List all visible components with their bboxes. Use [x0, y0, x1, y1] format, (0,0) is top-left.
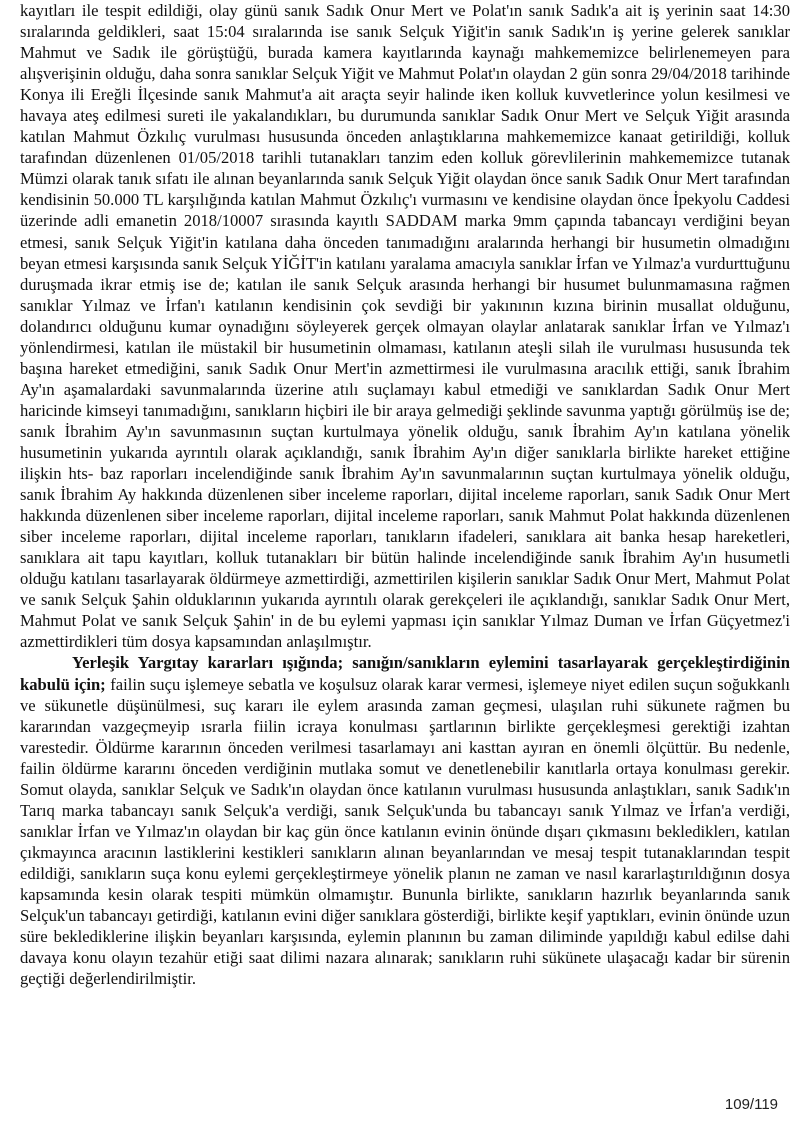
document-page	[20, 0, 790, 989]
paragraph-2-text: failin suçu işlemeye sebatla ve koşulsuz olarak karar vermesi, işlemeye niyet edilen suçun soğukkanlı ve sükunetle düşünülmesi, suç kararı ile eylem arasında zaman geçmesi, ulaşılan ruhi sükunete rağmen bu kararından vazgeçmeyip ısrarla fiilin icraya konulması şartlarının birlikte gerçekleşmesi gerektiği izahtan varestedir. Öldürme kararının önceden verilmesi tasarlamayı ani kasttan ayıran en önemli ölçüttür. Bu nedenle, failin öldürme kararını önceden verdiğinin mutlaka somut ve denetlenebilir kanıtlarla ortaya konulması gerekir. Somut olayda, sanıklar Selçuk ve Sadık'ın olaydan önce katılanın vurulması hususunda anlaştıkları, sanık Sadık'ın Tarıq marka tabancayı sanık Selçuk'a verdiği, sanık Selçuk'unda bu tabancayı sanık Yılmaz ve İrfan'a verdiği, sanıklar İrfan ve Yılmaz'ın olaydan bir kaç gün önce katılanın evinin önünde dışarı çıkmasını beklediklerı, katılan çıkmayınca aracının lastiklerini kestikleri sanıkların alınan beyanlarından ve mesaj tespit tutanaklarından tespit edildiği, sanıkların suça konu eylemi gerçekleştirmeye yönelik planın ne zaman ve nasıl kararlaştırıldığının dosya kapsamında kesin olarak tespiti mümkün olmamıştır. Bununla birlikte, sanıkların hazırlık beyanlarında sanık Selçuk'un tabancayı getirdiği, katılanın evini diğer sanıklara gösterdiği, birlikte keşif yaptıkları, evinin önünde uzun süre beklediklerine ilişkin beyanları karşısında, eylemin planının bu zaman diliminde yapıldığı kabul edilse dahi davaya konu olayın tezahür etiği saat dilimi nazara alınarak; sanıkların ruhi sükünete ulaşacağı kadar bir sürenin geçtiği değerlendirilmiştir.	[20, 674, 791, 989]
body-paragraph-1: kayıtları ile tespit edildiği, olay günü sanık Sadık Onur Mert ve Polat'ın sanık Sadık'a ait iş yerinin saat 14:30 sıralarında geldikleri, saat 15:04 sıralarında ise sanık Selçuk Yiğit'in sanık Sadık'ın iş yerine gelerek sanıklar Mahmut ve Sadık ile görüştüğü, burada kamera kayıtlarında kaynağı mahkememizce belirlenemeyen para alışverişinin olduğu, daha sonra sanıklar Selçuk Yiğit ve Mahmut Polat'ın olaydan 2 gün sonra 29/04/2018 tarihinde Konya ili Ereğli İlçesinde sanık Mahmut'a ait araçta seyir halinde iken kolluk kuvvetlerince yolun kesilmesi ve havaya ateş edilmesi sureti ile yakalandıkları, bu durumunda sanıklar Sadık Onur Mert ve Selçuk Yiğit arasında katılan Mahmut Özkılıç vurulması hususunda önceden anlaştıklarına mahkememizce kanaat getirildiği, kolluk tarafından düzenlenen 01/05/2018 tarihli tutanakları tanzim eden kolluk görevlilerinin mahkememizce tutanak Mümzi olarak tanık sıfatı ile alınan beyanlarında sanık Selçuk Yiğit olaydan önce sanık Sadık Onur Mert tarafından kendisinin 50.000 TL karşılığında katılan Mahmut Özkılıç'ı vurmasını ve kendisine olaydan önce İpekyolu Caddesi üzerinde adli emanetin 2018/10007 sırasında kayıtlı SADDAM marka 9mm çapında tabancayı verdiğini beyan etmesi, sanık Selçuk Yiğit'in katılana daha önceden tanımadığını aralarında herhangi bir husumetin olmadığını beyan etmesi karşısında sanık Selçuk YİĞİT'in katılanı yaralama amacıyla sanıklar İrfan ve Yılmaz'a vurdurttuğunu duruşmada ikrar etmiş ise de; katılan ile sanık Selçuk arasında herhangi bir husumet bulunmamasına rağmen sanıklar Yılmaz ve İrfan'ı katılanın kendisinin çok sevdiği bir yakınının kızına birinin musallat olduğunu, dolandırıcı olduğunu kumar oynadığını söyleyerek gerçek olmayan olaylar anlatarak sanıklar İrfan ve Yılmaz'ı yönlendirmesi, katılan ile müstakil bir husumetinin olmaması, katılanın ateşli silah ile vurulması hususunda tek başına hareket etmediğini, sanık Sadık Onur Mert'in azmettirmesi ile vurulmasına aracılık ettiği, sanık İbrahim Ay'ın aşamalardaki savunmalarında üzerine atılı suçlamayı kabul etmediği ve sanıklardan Sadık Onur Mert haricinde kimseyi tanımadığını, sanıkların hiçbiri ile bir araya gelmediği şeklinde savunma yaptığı görülmüş ise de; sanık İbrahim Ay'ın savunmasının suçtan kurtulmaya yönelik olduğu, sanık İbrahim Ay'ın katılana yönelik husumetinin yukarıda ayrıntılı olarak açıklandığı, sanık İbrahim Ay'ın diğer sanıklarla birlikte hareket ettiğine ilişkin hts- baz raporları incelendiğinde sanık İbrahim Ay'ın savunmalarının suçtan kurtulmaya yönelik olduğu, sanık İbrahim Ay hakkında düzenlenen siber inceleme raporları, dijital inceleme raporları, sanık Sadık Onur Mert hakkında düzenlenen siber inceleme raporları, dijital inceleme raporları, sanık Mahmut Polat hakkında düzenlenen siber inceleme raporları, dijital inceleme raporları, tanıkların ifadeleri, sanıklara ait banka hesap hareketleri, sanıklara ait tapu kayıtları, kolluk tutanakları bir bütün halinde incelendiğinde sanık İbrahim Ay'ın husumetli olduğu katılanı tasarlayarak öldürmeye azmettirdiği, azmettirilen kişilerin sanıklar Sadık Onur Mert, Mahmut Polat ve sanık Selçuk Şahin olduklarının yukarıda ayrıntılı olarak gerekçeleri ile açıklandığı, sanıklar Sadık Onur Mert, Mahmut Polat ve sanık Selçuk Şahin' in de bu eylemi yapması için sanıklar Yılmaz Duman ve İrfan Güçyetmez'i azmettirdikleri tüm dosya kapsamından anlaşılmıştır.	[20, 1, 790, 652]
bold-lead-text: Yerleşik Yargıtay kararları ışığında; sanığın/sanıkların eylemini tasarlayarak gerçekleştirdiğinin kabulü için;	[20, 653, 790, 694]
body-paragraph-2	[20, 652, 790, 989]
page-number: 109/119	[724, 1096, 778, 1113]
